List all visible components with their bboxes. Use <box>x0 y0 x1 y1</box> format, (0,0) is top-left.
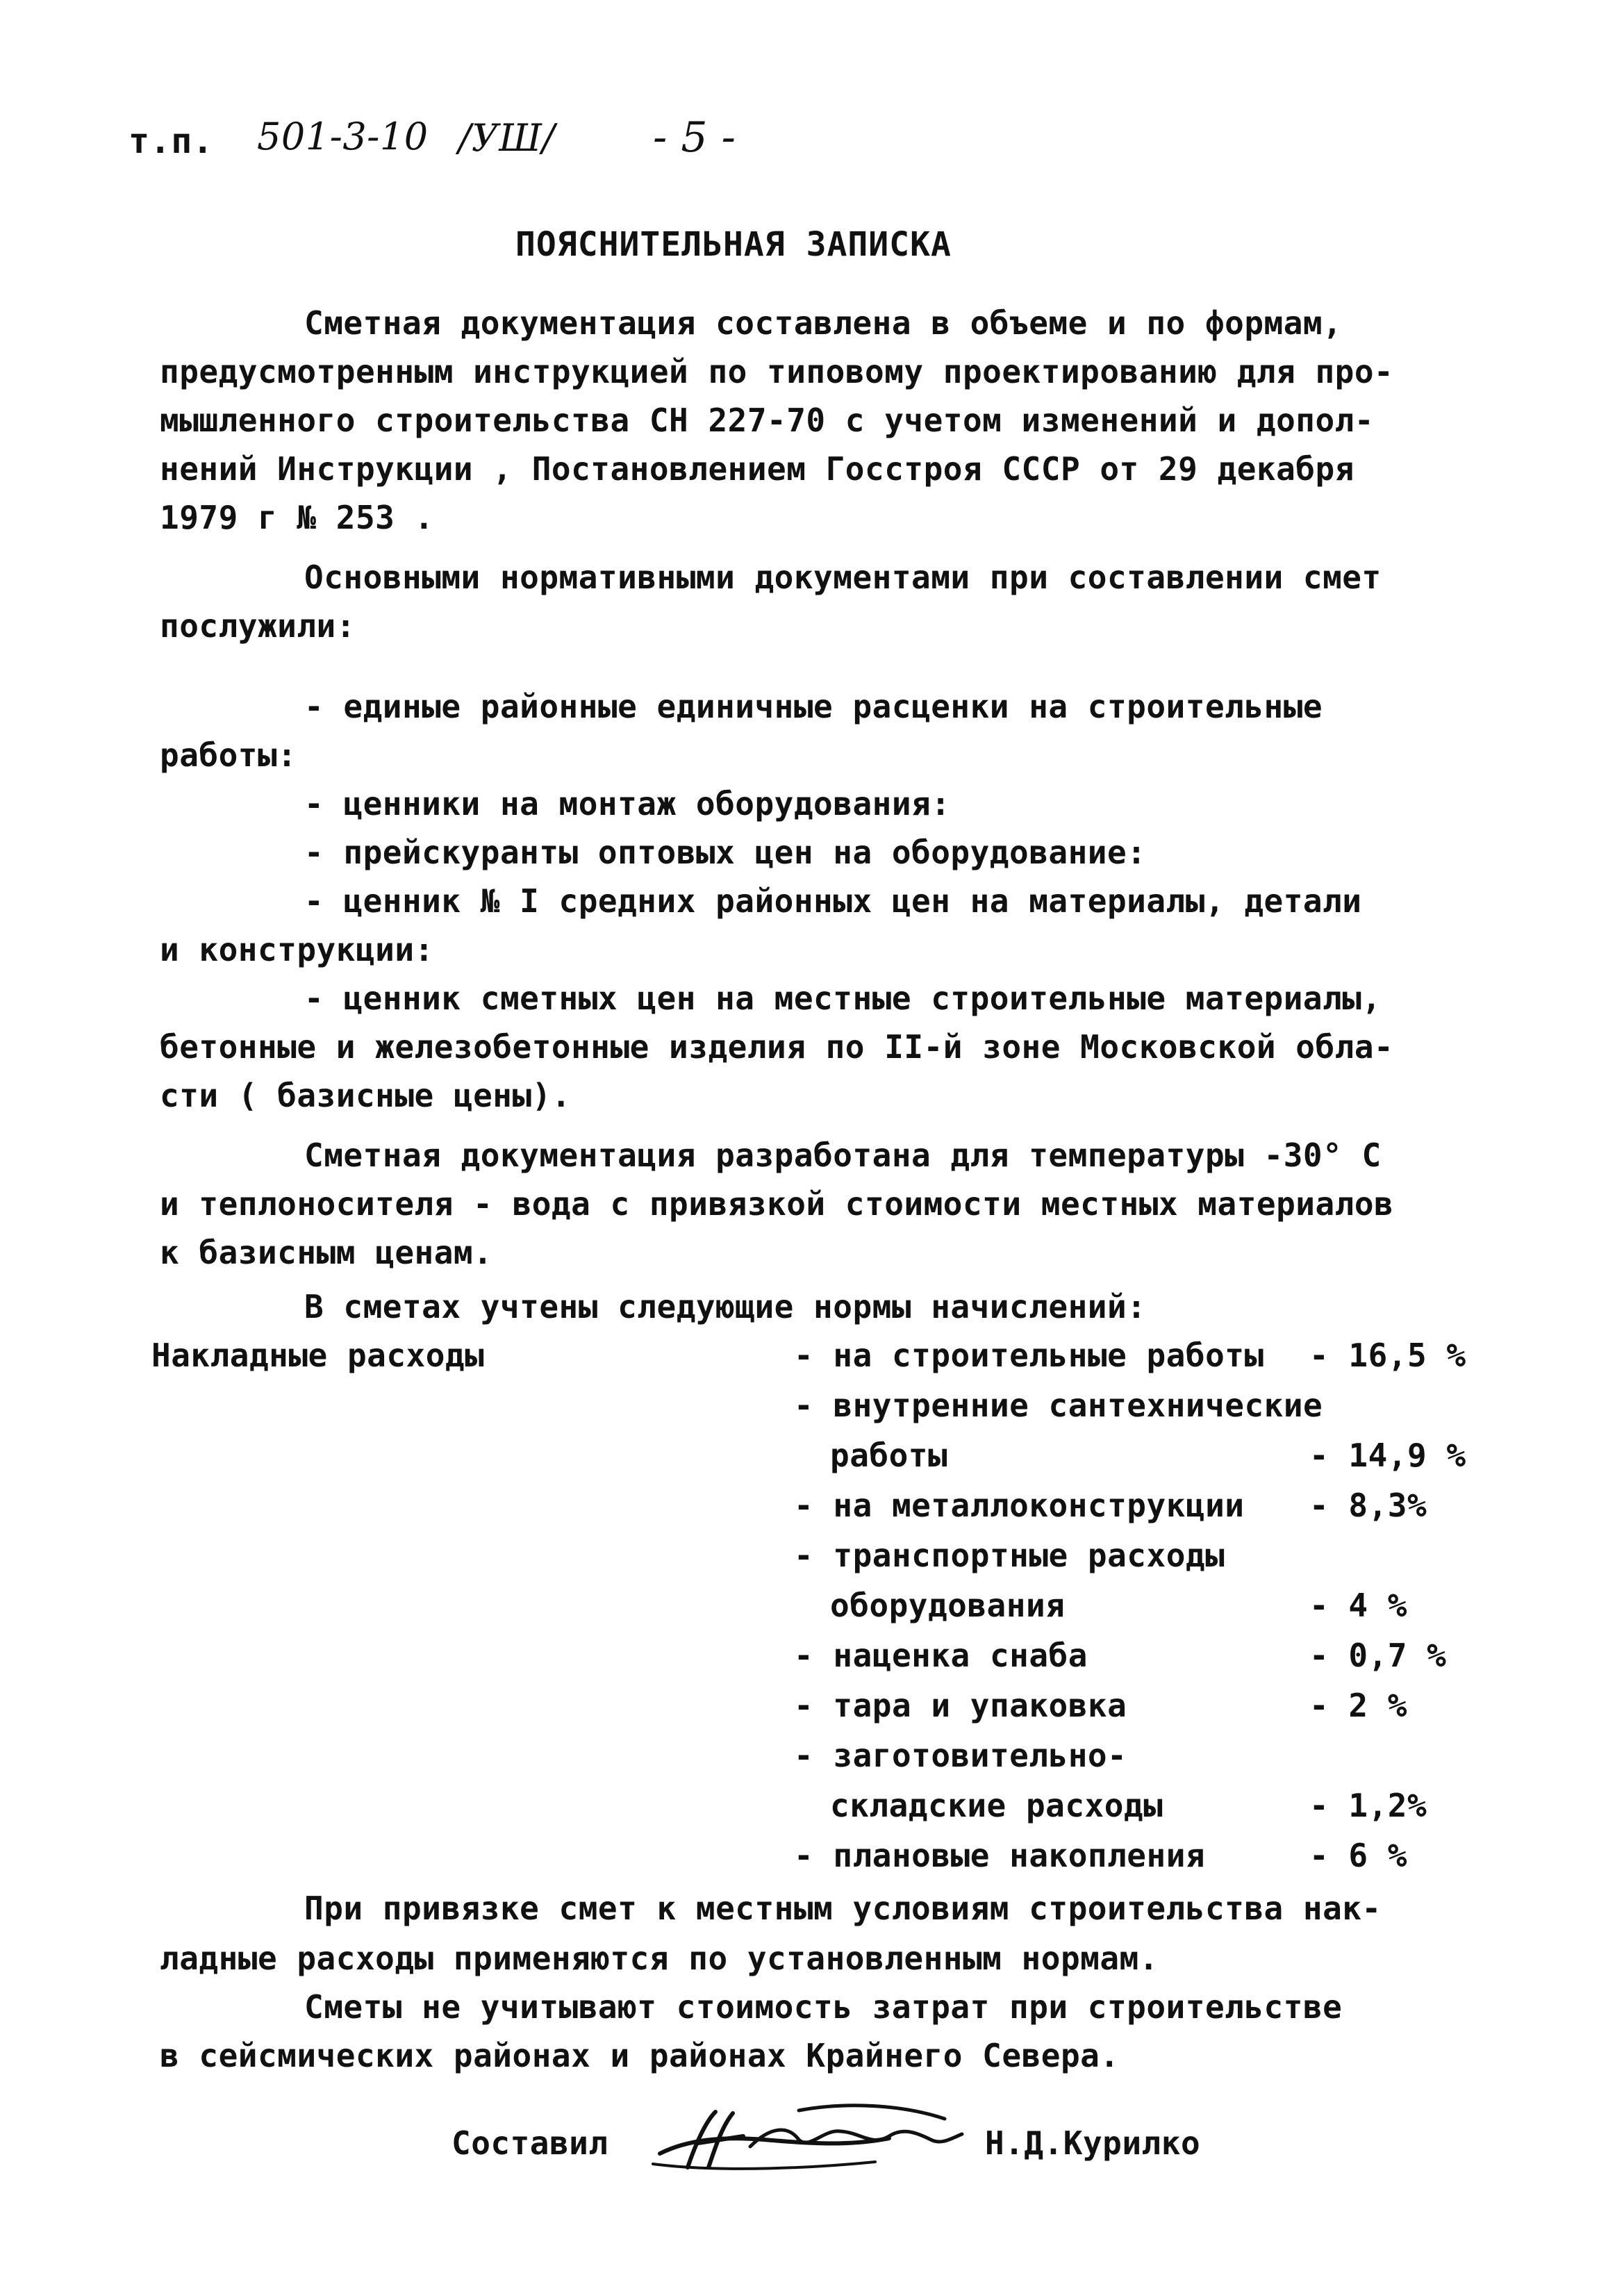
rates-intro: В сметах учтены следующие нормы начислений: <box>304 1288 1147 1325</box>
temperature-line: и теплоносителя - вода с привязкой стоимости местных материалов <box>160 1185 1394 1223</box>
closing-line: ладные расходы применяются по установленным нормам. <box>160 1940 1159 1977</box>
norm-list-item: бетонные и железобетонные изделия по II-й зоне Московской обла- <box>160 1028 1394 1066</box>
rates-label: Накладные расходы <box>151 1337 485 1374</box>
rate-item-label: - на строительные работы <box>794 1337 1264 1374</box>
doc-code-prefix: т.п. <box>129 121 214 161</box>
intro-line: нений Инструкции , Постановлением Госстроя СССР от 29 декабря <box>160 450 1354 488</box>
rate-item-value: - 4 % <box>1309 1587 1407 1624</box>
rate-item-value: - 6 % <box>1309 1837 1407 1874</box>
rate-item-label: - заготовительно- <box>794 1737 1127 1774</box>
rate-item-value: - 8,3% <box>1309 1487 1427 1524</box>
rate-item-value: - 0,7 % <box>1309 1637 1447 1674</box>
rate-item-value: - 2 % <box>1309 1687 1407 1724</box>
rate-item-label: - на металлоконструкции <box>794 1487 1245 1524</box>
norm-list-item: - ценники на монтаж оборудования: <box>304 785 951 823</box>
rate-item-value: - 1,2% <box>1309 1787 1427 1824</box>
norm-intro-line: Основными нормативными документами при составлении смет <box>304 559 1382 596</box>
rate-item-value: - 14,9 % <box>1309 1437 1466 1474</box>
norm-list-item: - ценник сметных цен на местные строительные материалы, <box>304 980 1382 1017</box>
doc-code-suffix: /УШ/ <box>458 116 556 160</box>
closing-line: в сейсмических районах и районах Крайнего Севера. <box>160 2037 1120 2074</box>
page-number: - 5 - <box>653 113 736 162</box>
temperature-line: Сметная документация разработана для температуры -30° С <box>304 1137 1382 1174</box>
norm-list-item: сти ( базисные цены). <box>160 1077 572 1114</box>
closing-line: При привязке смет к местным условиям строительства нак- <box>304 1890 1382 1927</box>
rate-item-label: - транспортные расходы <box>794 1537 1225 1574</box>
handwritten-signature <box>639 2098 972 2181</box>
rate-item-label: - внутренние сантехнические <box>794 1387 1323 1424</box>
page-title: ПОЯСНИТЕЛЬНАЯ ЗАПИСКА <box>515 225 952 264</box>
norm-list-item: - ценник № I средних районных цен на материалы, детали <box>304 882 1362 920</box>
norm-list-item: работы: <box>160 736 297 774</box>
rate-item-label: складские расходы <box>830 1787 1163 1824</box>
rate-item-value: - 16,5 % <box>1309 1337 1466 1374</box>
norm-intro-line: послужили: <box>160 607 356 645</box>
norm-list-item: и конструкции: <box>160 931 434 968</box>
rate-item-label: - тара и упаковка <box>794 1687 1127 1724</box>
closing-line: Сметы не учитывают стоимость затрат при строительстве <box>304 1988 1343 2026</box>
signature-name: Н.Д.Курилко <box>985 2124 1201 2162</box>
intro-line: мышленного строительства СН 227-70 с учетом изменений и допол- <box>160 402 1375 439</box>
signature-label: Составил <box>451 2124 608 2162</box>
rate-item-label: работы <box>830 1437 948 1474</box>
intro-line: Сметная документация составлена в объеме и по формам, <box>304 304 1343 342</box>
rate-item-label: - наценка снаба <box>794 1637 1088 1674</box>
norm-list-item: - прейскуранты оптовых цен на оборудование: <box>304 834 1147 871</box>
rate-item-label: - плановые накопления <box>794 1837 1206 1874</box>
doc-code-handwritten: 501-3-10 <box>257 115 429 158</box>
temperature-line: к базисным ценам. <box>160 1234 493 1271</box>
intro-line: 1979 г № 253 . <box>160 499 434 536</box>
intro-line: предусмотренным инструкцией по типовому проектированию для про- <box>160 353 1394 390</box>
norm-list-item: - единые районные единичные расценки на строительные <box>304 688 1323 725</box>
rate-item-label: оборудования <box>830 1587 1066 1624</box>
